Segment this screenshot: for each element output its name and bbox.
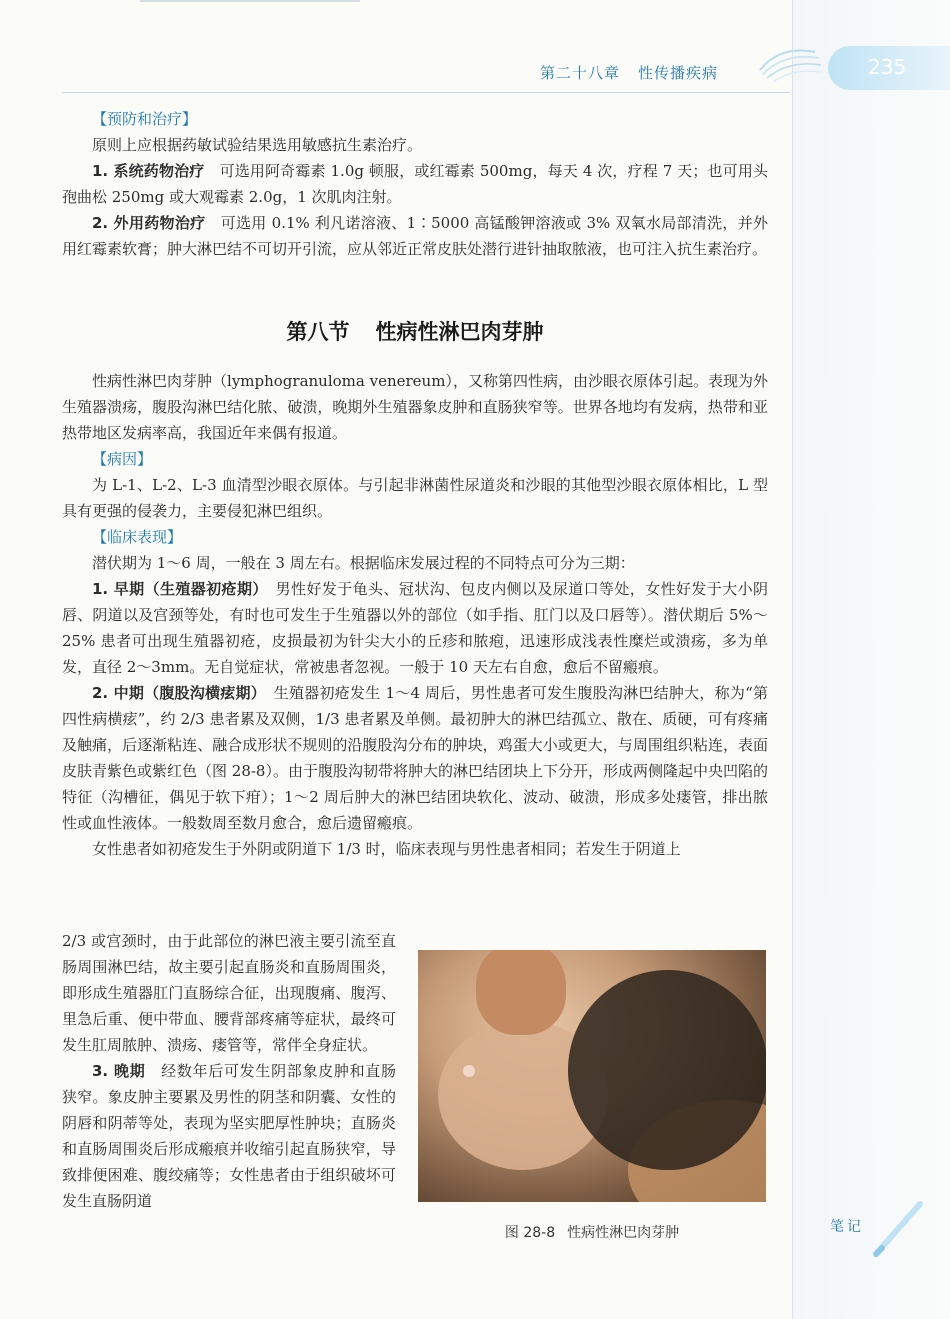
photo-hair-region (568, 970, 766, 1170)
notes-margin (792, 0, 950, 1319)
photo-lesion (463, 1065, 475, 1077)
notes-label: 笔记 (830, 1219, 864, 1235)
chapter-number: 第二十八章 (540, 64, 621, 82)
swirl-decoration-icon (755, 40, 825, 86)
column-text (62, 928, 396, 1214)
stage-3 (62, 1058, 396, 1214)
main-body (62, 368, 768, 862)
stage-3-text: 经数年后可发生阴部象皮肿和直肠狭窄。象皮肿主要累及男性的阴茎和阴囊、女性的阴唇和阴蒂等处，表现为坚实肥厚性肿块；直肠炎和直肠周围炎后形成瘢痕并收缩引起直肠狭窄，导致排便困难、腹绞痛等；女性患者由于组织破坏可发生直肠阴道 (62, 1062, 396, 1210)
section-name: 性病性淋巴肉芽肿 (375, 320, 544, 344)
clinical-intro: 潜伏期为 1～6 周，一般在 3 周左右。根据临床发展过程的不同特点可分为三期： (92, 554, 635, 572)
top-rule (140, 0, 360, 2)
header-rule (62, 92, 790, 93)
stage-1-text: 男性好发于龟头、冠状沟、包皮内侧以及尿道口等处，女性好发于大小阴唇、阴道以及宫颈等处，有时也可发生于生殖器以外的部位（如手指、肛门以及口唇等）。潜伏期后 5%～25% 患者可出现生殖器初疮，皮损最初为针尖大小的丘疹和脓疱，迅速形成浅表性糜烂或溃疡，多为单发，直径 2～3mm。无自觉症状，常被患者忽视。一般于 10 天左右自愈，愈后不留瘢痕。 (62, 580, 768, 676)
page-number: 235 (868, 55, 907, 79)
section-number: 第八节 (286, 320, 350, 344)
female-paragraph-line1: 女性患者如初疮发生于外阴或阴道下 1/3 时，临床表现与男性患者相同；若发生于阴道上 (92, 840, 681, 858)
figure-caption-text: 性病性淋巴肉芽肿 (567, 1225, 680, 1241)
photo-thumb-region (476, 950, 566, 1035)
treatment-item-2-text: 可选用 0.1% 利凡诺溶液、1∶5000 高锰酸钾溶液或 3% 双氧水局部清洗，并外用红霉素软膏；肿大淋巴结不可切开引流，应从邻近正常皮肤处潜行进针抽取脓液，也可注入抗生素治疗。 (62, 214, 768, 258)
stage-1 (62, 576, 768, 680)
stage-2-head: 2. 中期（腹股沟横痃期） (92, 684, 259, 702)
prevention-section (62, 106, 768, 262)
clinical-photo (418, 950, 766, 1202)
treatment-item-1 (62, 158, 768, 210)
etiology-text: 为 L-1、L-2、L-3 血清型沙眼衣原体。与引起非淋菌性尿道炎和沙眼的其他型沙眼衣原体相比，L 型具有更强的侵袭力，主要侵犯淋巴组织。 (62, 476, 768, 520)
stage-2-text: 生殖器初疮发生 1～4 周后，男性患者可发生腹股沟淋巴结肿大，称为“第四性病横痃”，约 2/3 患者累及双侧，1/3 患者累及单侧。最初肿大的淋巴结孤立、散在、质硬，可有疼痛及触痛，后逐渐粘连、融合成形状不规则的沿腹股沟分布的肿块，鸡蛋大小或更大，与周围组织粘连，表面皮肤青紫色或紫红色（图 28-8）。由于腹股沟韧带将肿大的淋巴结团块上下分开，形成两侧隆起中央凹陷的特征（沟槽征，偶见于软下疳）；1～2 周后肿大的淋巴结团块软化、波动、破溃，形成多处瘘管，排出脓性或血性液体。一般数周至数月愈合，愈后遗留瘢痕。 (62, 684, 769, 832)
figure-label: 图 28-8 (504, 1225, 556, 1241)
treatment-item-2 (62, 210, 768, 262)
chapter-title: 性传播疾病 (638, 64, 719, 82)
stage-1-head: 1. 早期（生殖器初疮期） (92, 580, 261, 598)
section-title (62, 316, 768, 346)
intro-paragraph: 性病性淋巴肉芽肿（lymphogranuloma venereum），又称第四性病，由沙眼衣原体引起。表现为外生殖器溃疡，腹股沟淋巴结化脓、破溃，晚期外生殖器象皮肿和直肠狭窄等。世界各地均有发病，热带和亚热带地区发病率高，我国近年来偶有报道。 (62, 372, 768, 442)
running-header (540, 62, 790, 83)
female-paragraph-rest: 2/3 或宫颈时，由于此部位的淋巴液主要引流至直肠周围淋巴结，故主要引起直肠炎和直肠周围炎，即形成生殖器肛门直肠综合征，出现腹痛、腹泻、里急后重、便中带血、腰背部疼痛等症状，最终可发生肛周脓肿、溃疡、瘘管等，常伴全身症状。 (62, 932, 396, 1054)
clinical-heading: 【临床表现】 (92, 528, 183, 546)
etiology-heading: 【病因】 (92, 450, 153, 468)
prevention-heading: 【预防和治疗】 (92, 110, 198, 128)
treatment-item-1-text: 可选用阿奇霉素 1.0g 顿服，或红霉素 500mg，每天 4 次，疗程 7 天；也可用头孢曲松 250mg 或大观霉素 2.0g，1 次肌肉注射。 (62, 162, 768, 206)
treatment-item-1-head: 1. 系统药物治疗 (92, 162, 205, 180)
prevention-intro: 原则上应根据药敏试验结果选用敏感抗生素治疗。 (92, 136, 423, 154)
stage-2 (62, 680, 768, 836)
treatment-item-2-head: 2. 外用药物治疗 (92, 214, 206, 232)
figure-caption (418, 1222, 766, 1242)
pencil-icon (868, 1196, 928, 1260)
stage-3-head: 3. 晚期 (92, 1062, 146, 1080)
